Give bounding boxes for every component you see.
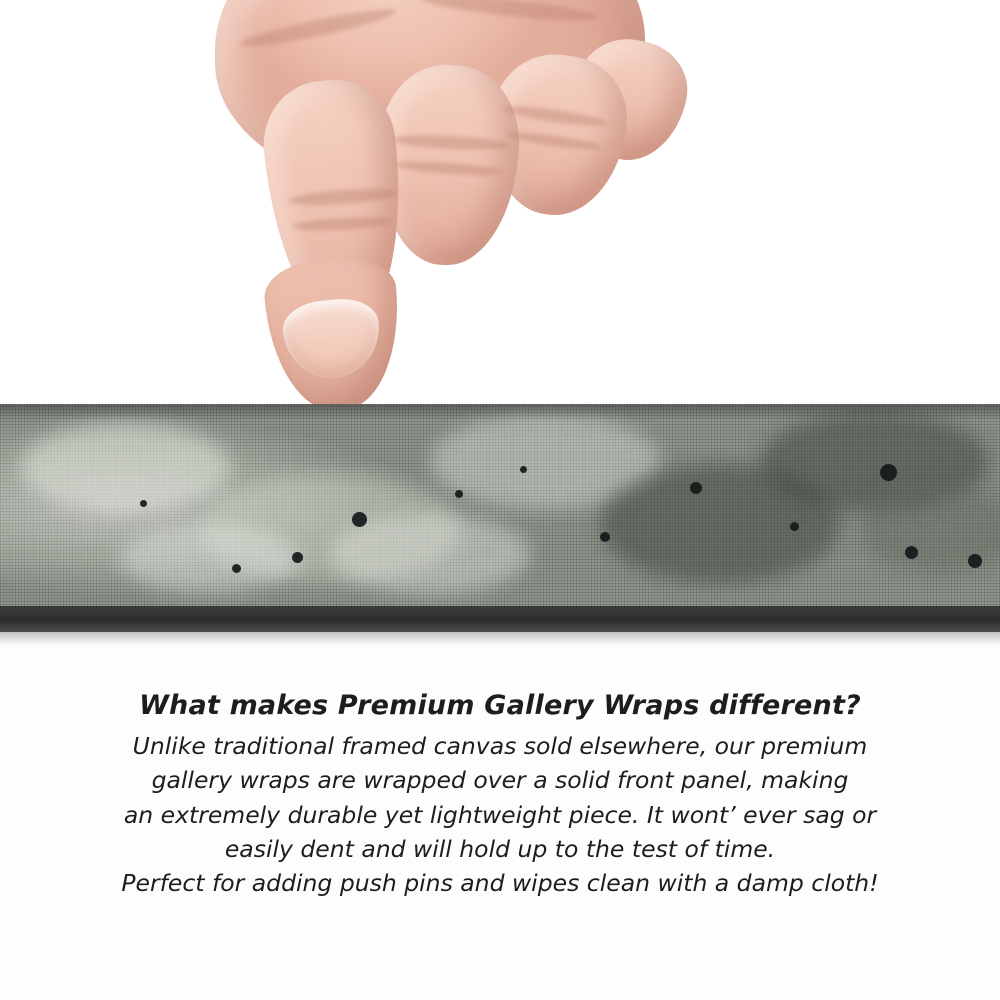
canvas-speck <box>455 490 463 498</box>
caption-line-4: easily dent and will hold up to the test of time. <box>224 834 776 863</box>
caption-line-2: gallery wraps are wrapped over a solid front panel, making <box>151 766 849 795</box>
canvas-texture-patch <box>20 422 230 512</box>
canvas-speck <box>790 522 799 531</box>
caption-line-1: Unlike traditional framed canvas sold elsewhere, our premium <box>132 732 868 760</box>
caption-block <box>0 690 1000 900</box>
canvas-bottom-edge <box>0 606 1000 632</box>
caption-heading: What makes Premium Gallery Wraps different? <box>139 690 861 721</box>
canvas-texture-patch <box>120 524 300 594</box>
canvas-speck <box>968 554 982 568</box>
canvas-speck <box>880 464 897 481</box>
canvas-speck <box>905 546 918 559</box>
hand-photo <box>120 0 640 440</box>
canvas-speck <box>520 466 527 473</box>
canvas-speck <box>690 482 702 494</box>
canvas-edge-strip <box>0 404 1000 629</box>
canvas-drop-shadow <box>0 632 1000 645</box>
canvas-speck <box>140 500 147 507</box>
caption-line-5: Perfect for adding push pins and wipes clean with a damp cloth! <box>121 869 879 898</box>
canvas-speck <box>352 512 367 527</box>
strip-top-shadow <box>0 404 1000 420</box>
canvas-speck <box>600 532 610 542</box>
canvas-speck <box>232 564 241 573</box>
canvas-speck <box>292 552 303 563</box>
caption-line-3: an extremely durable yet lightweight piece. It wont’ ever sag or <box>123 800 877 829</box>
